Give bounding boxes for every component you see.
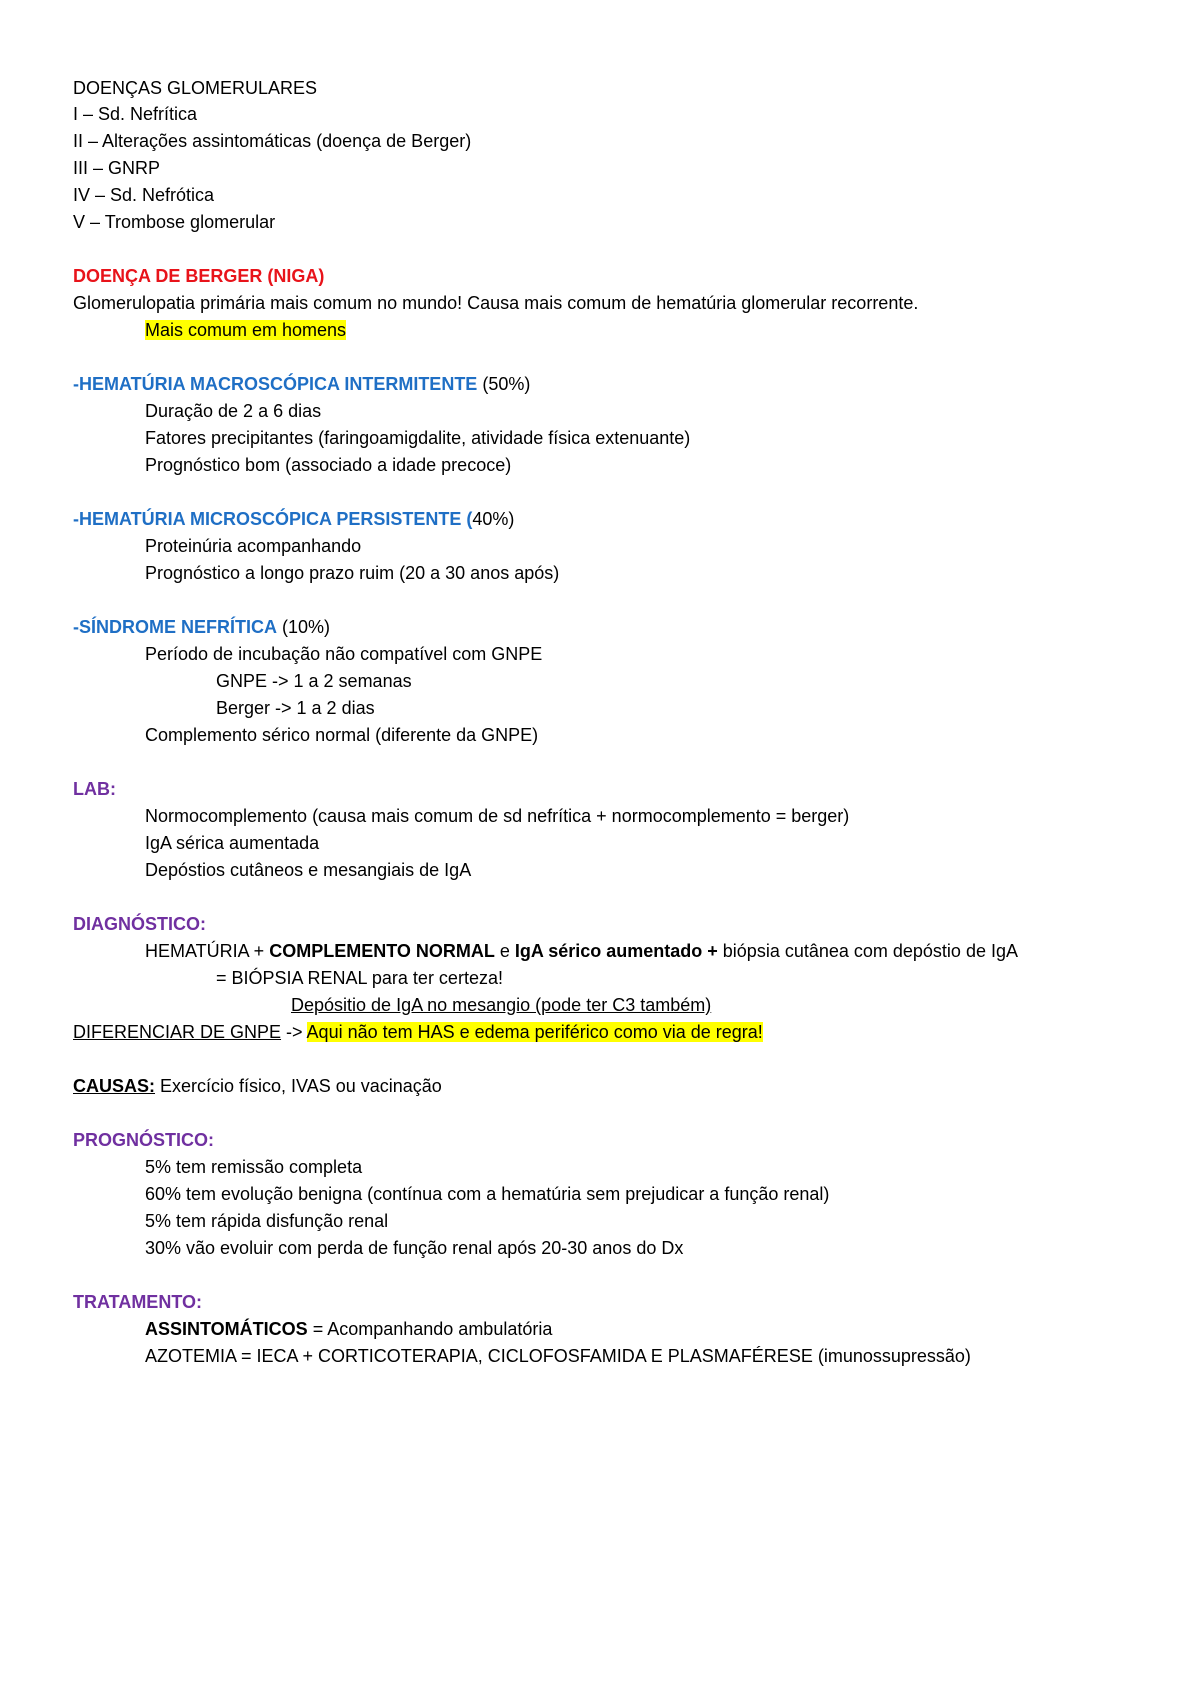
diagnostico-biopsy-line: = BIÓPSIA RENAL para ter certeza! bbox=[216, 968, 503, 988]
prognostico-item: 5% tem remissão completa bbox=[145, 1157, 363, 1177]
causas-text: Exercício físico, IVAS ou vacinação bbox=[155, 1076, 442, 1096]
intro-item: II – Alterações assintomáticas (doença de Berger) bbox=[73, 131, 472, 151]
diferenciar-arrow: -> bbox=[281, 1022, 307, 1042]
berger-heading: DOENÇA DE BERGER (NIGA) bbox=[73, 266, 325, 286]
intro-item: IV – Sd. Nefrótica bbox=[73, 185, 215, 205]
lab-item: IgA sérica aumentada bbox=[145, 833, 320, 853]
tratamento-text: = Acompanhando ambulatória bbox=[307, 1319, 553, 1339]
lab-item: Normocomplemento (causa mais comum de sd nefrítica + normocomplemento = berger) bbox=[145, 806, 850, 826]
tratamento-item: AZOTEMIA = IECA + CORTICOTERAPIA, CICLOFOSFAMIDA E PLASMAFÉRESE (imunossupressão) bbox=[145, 1346, 971, 1366]
macro-item: Fatores precipitantes (faringoamigdalite, atividade física extenuante) bbox=[145, 428, 691, 448]
macro-heading-line bbox=[73, 371, 530, 397]
diagnostico-heading: DIAGNÓSTICO: bbox=[73, 914, 206, 934]
diag-text: biópsia cutânea com depóstio de IgA bbox=[717, 941, 1018, 961]
diferenciar-line bbox=[73, 1019, 763, 1045]
diag-text: e bbox=[494, 941, 515, 961]
micro-item: Proteinúria acompanhando bbox=[145, 536, 362, 556]
diagnostico-line bbox=[145, 938, 1018, 964]
diag-bold-text: IgA sérico aumentado + bbox=[514, 941, 718, 961]
micro-item: Prognóstico a longo prazo ruim (20 a 30 anos após) bbox=[145, 563, 560, 583]
nefritica-item: Complemento sérico normal (diferente da GNPE) bbox=[145, 725, 539, 745]
lab-heading: LAB: bbox=[73, 779, 116, 799]
prognostico-item: 5% tem rápida disfunção renal bbox=[145, 1211, 389, 1231]
intro-item: III – GNRP bbox=[73, 158, 161, 178]
tratamento-bold-label: ASSINTOMÁTICOS bbox=[145, 1319, 308, 1339]
nefritica-percentage: (10%) bbox=[277, 617, 331, 637]
micro-percentage: 40%) bbox=[472, 509, 515, 529]
berger-description: Glomerulopatia primária mais comum no mundo! Causa mais comum de hematúria glomerular recorrente. bbox=[73, 293, 919, 313]
micro-heading-line bbox=[73, 506, 514, 532]
diag-bold-text: COMPLEMENTO NORMAL bbox=[269, 941, 495, 961]
micro-heading: -HEMATÚRIA MICROSCÓPICA PERSISTENTE ( bbox=[73, 509, 473, 529]
prognostico-item: 30% vão evoluir com perda de função renal após 20-30 anos do Dx bbox=[145, 1238, 684, 1258]
tratamento-heading: TRATAMENTO: bbox=[73, 1292, 202, 1312]
lab-item: Depóstios cutâneos e mesangiais de IgA bbox=[145, 860, 472, 880]
causas-label: CAUSAS: bbox=[73, 1076, 156, 1096]
prognostico-item: 60% tem evolução benigna (contínua com a hematúria sem prejudicar a função renal) bbox=[145, 1184, 830, 1204]
prognostico-heading: PROGNÓSTICO: bbox=[73, 1130, 215, 1150]
intro-item: V – Trombose glomerular bbox=[73, 212, 276, 232]
macro-heading: -HEMATÚRIA MACROSCÓPICA INTERMITENTE bbox=[73, 374, 478, 394]
nefritica-heading: -SÍNDROME NEFRÍTICA bbox=[73, 617, 277, 637]
document-title: DOENÇAS GLOMERULARES bbox=[73, 78, 318, 98]
diagnostico-deposit-line: Depósitio de IgA no mesangio (pode ter C3 também) bbox=[291, 995, 712, 1015]
highlighted-text: Mais comum em homens bbox=[145, 320, 347, 340]
macro-item: Duração de 2 a 6 dias bbox=[145, 401, 322, 421]
causas-line bbox=[73, 1073, 442, 1099]
highlighted-text: Aqui não tem HAS e edema periférico como via de regra! bbox=[306, 1022, 763, 1042]
macro-percentage: (50%) bbox=[477, 374, 531, 394]
nefritica-item: Período de incubação não compatível com GNPE bbox=[145, 644, 543, 664]
tratamento-item bbox=[145, 1316, 552, 1342]
nefritica-subitem: GNPE -> 1 a 2 semanas bbox=[216, 671, 412, 691]
intro-item: I – Sd. Nefrítica bbox=[73, 104, 198, 124]
nefritica-heading-line bbox=[73, 614, 330, 640]
diferenciar-label: DIFERENCIAR DE GNPE bbox=[73, 1022, 282, 1042]
nefritica-subitem: Berger -> 1 a 2 dias bbox=[216, 698, 375, 718]
macro-item: Prognóstico bom (associado a idade precoce) bbox=[145, 455, 512, 475]
berger-highlight-line bbox=[145, 317, 346, 343]
diag-text: HEMATÚRIA + bbox=[145, 941, 270, 961]
